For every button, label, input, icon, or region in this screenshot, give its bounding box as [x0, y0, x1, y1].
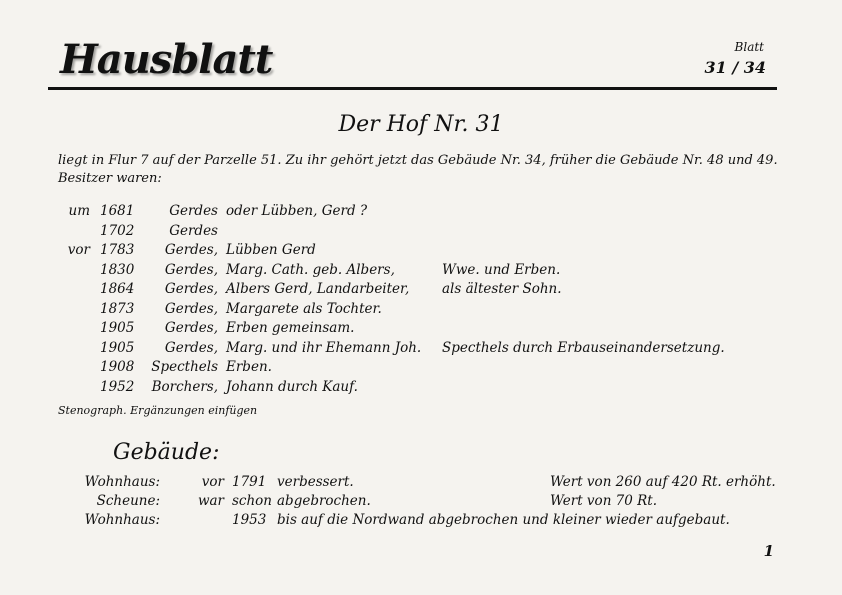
owner-prefix: um	[68, 203, 90, 219]
owner-detail: Lübben Gerd	[226, 242, 316, 258]
owner-row	[60, 281, 760, 299]
header-divider	[48, 87, 777, 90]
owner-year: 1873	[100, 300, 135, 317]
owner-detail: Margarete als Tochter.	[226, 300, 382, 317]
building-description: abgebrochen.	[277, 493, 371, 509]
owner-name: Gerdes	[169, 222, 218, 239]
owner-year: 1908	[100, 359, 135, 375]
page-number: 1	[763, 542, 774, 560]
owner-row	[60, 203, 760, 221]
owner-name: Specthels	[151, 359, 218, 375]
steno-note: Stenograph. Ergänzungen einfügen	[58, 404, 258, 417]
sheet-label: Blatt	[734, 40, 764, 54]
owner-row	[60, 242, 760, 260]
owner-name: Borchers,	[151, 378, 218, 395]
building-year: 1791	[232, 474, 267, 490]
building-year: 1953	[232, 512, 267, 528]
owner-detail: Albers Gerd, Landarbeiter,	[226, 281, 410, 297]
owner-extra: Specthels durch Erbauseinandersetzung.	[442, 339, 725, 356]
hof-title: Der Hof Nr. 31	[338, 112, 504, 137]
building-description: verbessert.	[277, 474, 354, 490]
owner-name: Gerdes	[169, 203, 218, 219]
owner-extra: als ältester Sohn.	[442, 281, 562, 297]
owner-row	[60, 320, 760, 338]
owner-year: 1952	[100, 378, 135, 395]
owner-row	[60, 223, 760, 241]
owner-name: Gerdes,	[164, 320, 218, 336]
owner-detail: Erben.	[226, 359, 272, 375]
intro-line-2: Besitzer waren:	[58, 171, 162, 186]
owner-name: Gerdes,	[164, 242, 218, 258]
intro-paragraph	[58, 152, 788, 188]
document-title: Hausblatt	[60, 36, 273, 83]
building-row	[80, 512, 800, 530]
owner-year: 1681	[100, 203, 135, 219]
owner-prefix: vor	[67, 242, 90, 258]
owner-extra: Wwe. und Erben.	[442, 261, 561, 278]
owner-row	[60, 340, 760, 358]
owner-detail: oder Lübben, Gerd ?	[226, 203, 368, 219]
owner-year: 1864	[100, 281, 135, 297]
owner-year: 1905	[100, 320, 135, 336]
building-row	[80, 474, 800, 492]
buildings-heading: Gebäude:	[113, 440, 220, 465]
owner-detail: Johann durch Kauf.	[226, 378, 358, 395]
building-prefix: vor	[201, 474, 224, 490]
owner-year: 1830	[100, 261, 135, 278]
owner-name: Gerdes,	[164, 339, 218, 356]
owner-row	[60, 379, 760, 397]
building-row	[80, 493, 800, 511]
building-name: Wohnhaus:	[84, 512, 160, 528]
building-value-note: Wert von 260 auf 420 Rt. erhöht.	[550, 474, 776, 490]
owner-year: 1783	[100, 242, 135, 258]
owner-name: Gerdes,	[164, 281, 218, 297]
owner-name: Gerdes,	[164, 300, 218, 317]
owner-year: 1905	[100, 339, 135, 356]
owner-detail: Marg. Cath. geb. Albers,	[226, 261, 395, 278]
owner-name: Gerdes,	[164, 261, 218, 278]
intro-line-1: liegt in Flur 7 auf der Parzelle 51. Zu ihr gehört jetzt das Gebäude Nr. 34, früher die Gebäude Nr. 48 und 49.	[58, 153, 778, 168]
building-year: schon	[232, 493, 273, 509]
owner-year: 1702	[100, 222, 135, 239]
building-name: Scheune:	[96, 493, 160, 509]
building-prefix: war	[197, 493, 224, 509]
building-value-note: Wert von 70 Rt.	[550, 493, 658, 509]
sheet-number: 31 / 34	[704, 58, 766, 77]
building-name: Wohnhaus:	[84, 474, 160, 490]
owner-detail: Erben gemeinsam.	[226, 320, 355, 336]
owner-row	[60, 359, 760, 377]
owner-detail: Marg. und ihr Ehemann Joh.	[226, 339, 422, 356]
owner-row	[60, 301, 760, 319]
owner-row	[60, 262, 760, 280]
building-description: bis auf die Nordwand abgebrochen und kleiner wieder aufgebaut.	[277, 512, 730, 528]
